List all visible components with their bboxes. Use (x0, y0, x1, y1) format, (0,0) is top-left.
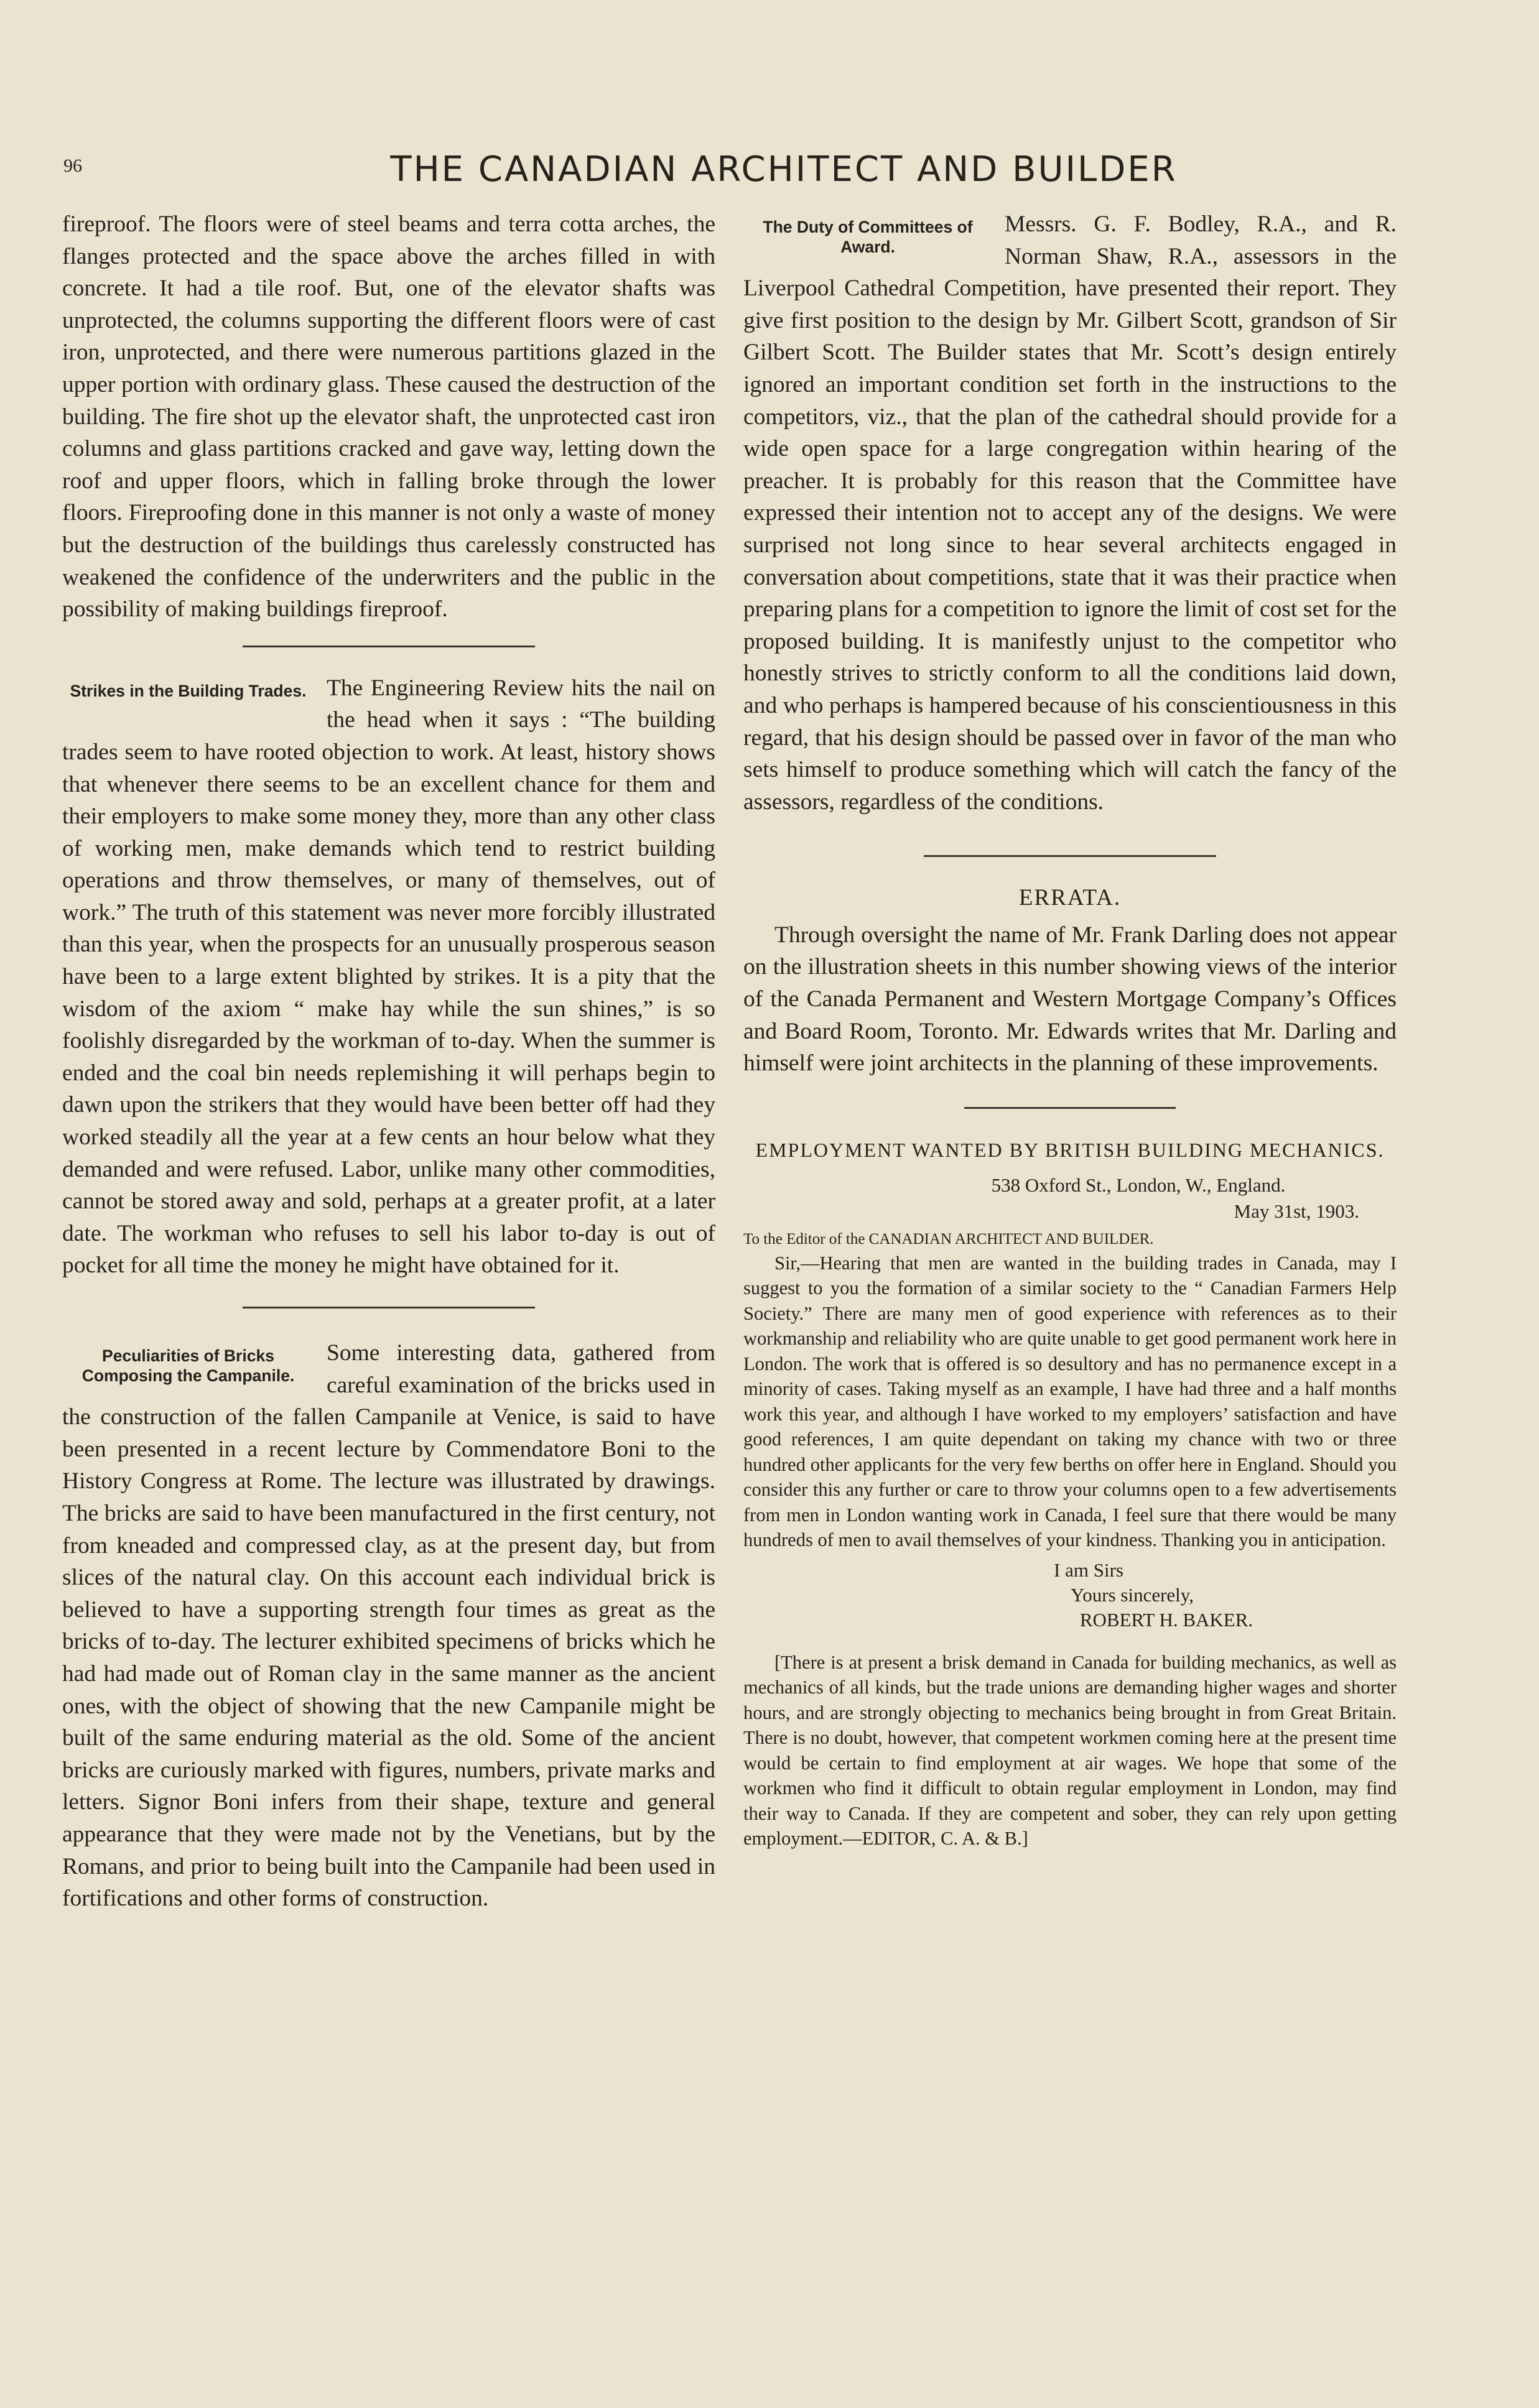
employment-heading: EMPLOYMENT WANTED BY BRITISH BUILDING MECHANICS. (755, 1138, 1385, 1161)
letter-closing: I am Sirs (1054, 1558, 1123, 1581)
errata-heading: ERRATA. (1018, 885, 1122, 911)
editor-note: [There is at present a brisk demand in Canada for building mechanics, as well as mechanics of all kinds, but the trade unions are demanding higher wages and shorter hours, and are strongly objecting to mechanics being brought in from Great Britain. There is no doubt, however, that competent workmen coming here at the present time would be certain to find employment at air wages. We hope that some of the workmen who find it difficult to obtain regular employment in London, may find their way to Canada. If they are competent and sober, they can rely upon getting employment.—EDITOR, C. A. & B.] (743, 1651, 1397, 1850)
section-divider (924, 855, 1216, 857)
bricks-article-text: Some interesting data, gathered from careful examination of the bricks used in the construction of the fallen Campanile at Venice, is said to have been presented in a recent lecture by Commendatore Boni to the History Congress at Rome. The lecture was illustrated by drawings. The bricks are said to have been manufactured in the first century, not from kneaded and compressed clay, as at the present day, but from slices of the natural clay. On this account each individual brick is believed to have a supporting strength four times as great as the bricks of to-day. The lecturer exhibited specimens of bricks which he had had made out of Roman clay in the same manner as the ancient ones, with the object of showing that the new Campanile might be built of the same enduring material as the old. Some of the ancient bricks are curiously marked with figures, numbers, private marks and letters. Signor Boni infers from their shape, texture and general appearance that they were made not by the Venetians, but by the Romans, and prior to being built into the Campanile had been used in fortifications and other forms of construction. (62, 1340, 715, 1912)
section-divider (964, 1107, 1176, 1109)
bricks-side-heading: Peculiarities of Bricks Composing the Campanile. (81, 1346, 295, 1385)
letter-signature: ROBERT H. BAKER. (1079, 1608, 1253, 1631)
strikes-side-heading: Strikes in the Building Trades. (70, 681, 307, 700)
letter-date: May 31st, 1903. (1234, 1200, 1359, 1222)
section-divider (243, 1307, 535, 1308)
strikes-article-text: The Engineering Review hits the nail on the head when it says : “The building trades seem to have rooted objection to work. At least, history shows that whenever there seems to be an excellent chance for them and their employers to make some money they, more than any other class of working men, make demands which tend to restrict building operations and throw themselves, or many of themselves, out of work.” The truth of this statement was never more forcibly illustrated than this year, when the prospects for an unusually prosperous season have been to a large extent blighted by strikes. It is a pity that the wisdom of the axiom “ make hay while the sun shines,” is so foolishly disregarded by the workman of to-day. When the summer is ended and the coal bin needs replemishing it will perhaps begin to dawn upon the strikers that they would have been better off had they worked steadily all the year at a few cents an hour below what they demanded and were refused. Labor, unlike many other commodities, cannot be stored away and sold, perhaps at a greater profit, at a later date. The workman who refuses to sell his labor to-day is out of pocket for all time the money he might have obtained for it. (62, 675, 715, 1279)
right-column (743, 208, 1397, 1851)
bricks-article (62, 1337, 715, 1915)
errata-text: Through oversight the name of Mr. Frank Darling does not appear on the illustration sheets in this number showing views of the interior of the Canada Permanent and Western Mortgage Company’s Offices and Board Room, Toronto. Mr. Edwards writes that Mr. Darling and himself were joint architects in the planning of these improvements. (743, 922, 1397, 1077)
duty-article-text: Messrs. G. F. Bodley, R.A., and R. Norman Shaw, R.A., assessors in the Liverpool Cathedral Competition, have presented their report. They give first position to the design by Mr. Gilbert Scott, grandson of Sir Gilbert Scott. The Builder states that Mr. Scott’s design entirely ignored an important condition set forth in the instructions to the competitors, viz., that the plan of the cathedral should provide for a wide open space for a large congregation within hearing of the preacher. It is probably for this reason that the Committee have expressed their intention not to accept any of the designs. We were surprised not long since to hear several architects engaged in conversation about competitions, state that it was their practice when preparing plans for a competition to ignore the limit of cost set for the proposed building. It is manifestly unjust to the competitor who honestly strives to strictly conform to all the conditions laid down, and who perhaps is hampered because of his conscientiousness in this regard, that his design should be passed over in favor of the man who sets himself to produce something which will catch the fancy of the assessors, regardless of the conditions. (743, 211, 1397, 815)
page-number: 96 (63, 155, 82, 176)
fireproof-article-text: fireproof. The floors were of steel beams and terra cotta arches, the flanges protected and the space above the arches filled in with concrete. It had a tile roof. But, one of the elevator shafts was unprotected, the columns supporting the different floors were of cast iron, unprotected, and there were numerous partitions glazed in the upper portion with ordinary glass. These caused the destruction of the building. The fire shot up the elevator shaft, the unprotected cast iron columns and glass partitions cracked and gave way, letting down the roof and upper floors, which in falling broke through the lower floors. Fireproofing done in this manner is not only a waste of money but the destruction of the buildings thus carelessly constructed has weakened the confidence of the underwriters and the public in the possibility of making buildings fireproof. (62, 211, 715, 623)
strikes-article (62, 672, 715, 1282)
duty-side-heading: The Duty of Committees of Award. (763, 218, 973, 256)
masthead-title: THE CANADIAN ARCHITECT AND BUILDER (390, 149, 1178, 190)
duty-article (743, 208, 1397, 818)
left-column (62, 208, 715, 1915)
letter-salutation-line: To the Editor of the CANADIAN ARCHITECT AND BUILDER. (743, 1230, 1154, 1248)
letter-body: Sir,—Hearing that men are wanted in the building trades in Canada, may I suggest to you the formation of a similar society to the “ Canadian Farmers Help Society.” There are many men of good experience with references as to their workmanship and reliability who are quite unable to get good permanent work here in London. The work that is offered is so desultory and has no permanence except in a minority of cases. Taking myself as an example, I have had three and a half months work this year, and although I have worked to my employers’ satisfaction and have good references, I am quite dependant on taking my chance with two or three hundred other applicants for the very few berths on offer here in England. Should you consider this any further or care to throw your columns open to a few advertisements from men in London wanting work in Canada, I feel sure that there would be many hundreds of men to avail themselves of your kindness. Thanking you in anticipation. (743, 1252, 1397, 1551)
letter-valediction: Yours sincerely, (1070, 1583, 1194, 1606)
section-divider (243, 646, 535, 647)
letter-address: 538 Oxford St., London, W., England. (991, 1174, 1286, 1196)
